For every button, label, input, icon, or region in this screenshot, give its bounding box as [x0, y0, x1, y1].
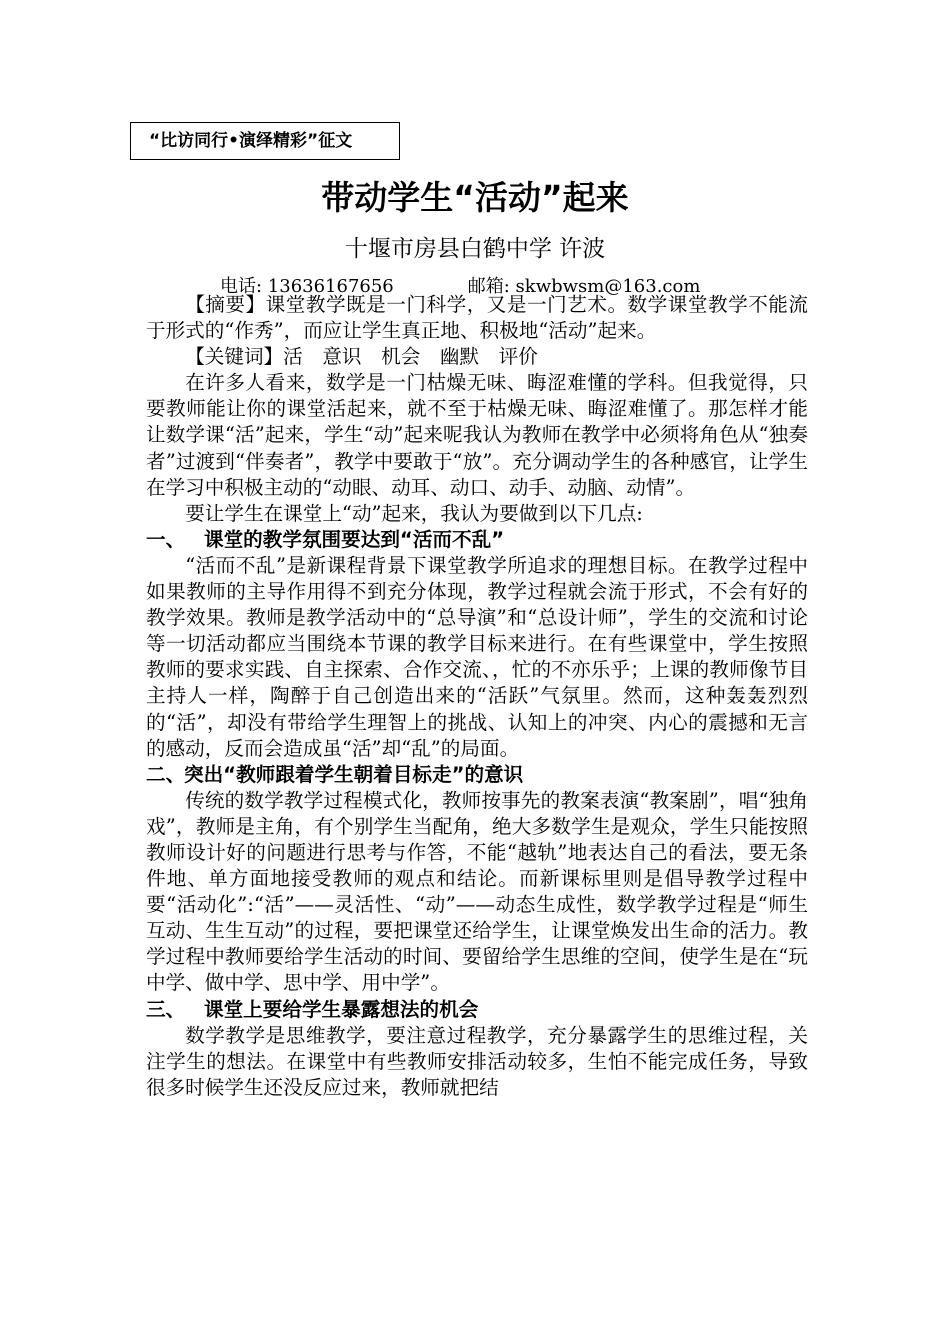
author-line: 十堰市房县白鹤中学 许波 [344, 236, 606, 262]
intro-paragraph: 在许多人看来，数学是一门枯燥无味、晦涩难懂的学科。但我觉得，只要教师能让你的课堂活起来，就不至于枯燥无味、晦涩难懂了。那怎样才能让数学课“活”起来，学生“动”起来呢我认为教师在教学中必须将角色从“独奏者”过渡到“伴奏者”，教学中要敢于“放”。充分调动学生的各种感官，让学生在学习中积极主动的“动眼、动耳、动口、动手、动脑、动情”。 [146, 371, 808, 499]
section-heading-text: 课堂的教学氛围要达到“活而不乱” [204, 527, 505, 551]
article-title: 带动学生“活动”起来 [321, 178, 629, 217]
phone-text: 电话: 13636167656 [220, 276, 394, 297]
email-text: 邮箱: skwbwsm@163.com [467, 276, 701, 297]
keywords-paragraph: 【关键词】活 意识 机会 幽默 评价 [185, 345, 538, 369]
intro-paragraph: 要让学生在课堂上“动”起来，我认为要做到以下几点: [185, 501, 643, 525]
section-paragraph: 数学教学是思维教学，要注意过程教学，充分暴露学生的思维过程，关注学生的想法。在课堂中有些教师安排活动较多，生怕不能完成任务，导致很多时候学生还没反应过来，教师就把结 [146, 1023, 808, 1099]
section-heading [146, 997, 808, 1023]
section-number: 一、 [146, 527, 186, 551]
section-heading [146, 762, 808, 788]
section-heading-text: 课堂上要给学生暴露想法的机会 [204, 997, 479, 1021]
section-paragraph: “活而不乱”是新课程背景下课堂教学所追求的理想目标。在教学过程中如果教师的主导作用得不到充分体现，教学过程就会流于形式，不会有好的教学效果。教师是教学活动中的“总导演”和“总设计师”，学生的交流和讨论等一切活动都应当围绕本节课的教学目标来进行。在有些课堂中，学生按照教师的要求实践、自主探索、合作交流、，忙的不亦乐乎；上课的教师像节目主持人一样，陶醉于自己创造出来的“活跃”气氛里。然而，这种轰轰烈烈的“活”，却没有带给学生理智上的挑战、认知上的冲突、内心的震撼和无言的感动，反而会造成虽“活”却“乱”的局面。 [146, 553, 808, 760]
article-body [146, 292, 808, 1101]
section-number: 二、 [146, 762, 186, 786]
abstract-paragraph: 【摘要】课堂教学既是一门科学，又是一门艺术。数学课堂教学不能流于形式的“作秀”，而应让学生真正地、积极地“活动”起来。 [146, 293, 808, 343]
section-heading-text: 突出“教师跟着学生朝着目标走”的意识 [184, 762, 524, 786]
section-paragraph: 传统的数学教学过程模式化，教师按事先的教案表演“教案剧”，唱“独角戏”，教师是主角，有个别学生当配角，绝大多数学生是观众，学生只能按照教师设计好的问题进行思考与作答，不能“越轨”地表达自己的看法，要无条件地、单方面地接受教师的观点和结论。而新课标里则是倡导教学过程中要“活动化”:“活”——灵活性、“动”——动态生成性，数学教学过程是“师生互动、生生互动”的过程，要把课堂还给学生，让课堂焕发出生命的活力。教学过程中教师要给学生活动的时间、要留给学生思维的空间，使学生是在“玩中学、做中学、思中学、用中学”。 [146, 788, 808, 995]
section-number: 三、 [146, 997, 186, 1021]
essay-contest-tag: “比访同行•演绎精彩”征文 [130, 122, 400, 160]
section-heading [146, 527, 808, 553]
